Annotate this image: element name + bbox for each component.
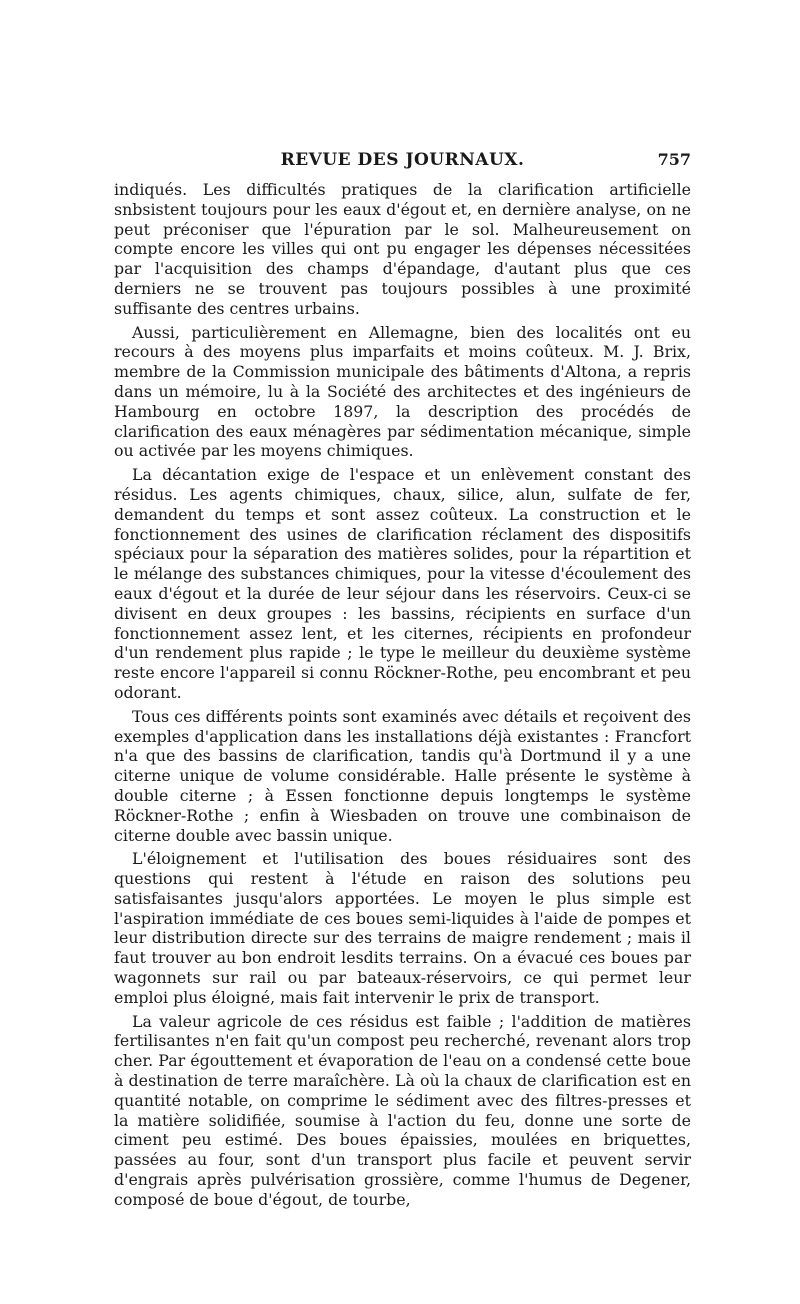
running-head xyxy=(114,150,691,174)
paragraph: indiqués. Les difficultés pratiques de la clarification artificielle snbsistent toujours pour les eaux d'égout et, en dernière analyse, on ne peut préconiser que l'épuration par le sol. Malheureusement on compte encore les villes qui ont pu engager les dépenses nécessitées par l'acquisition des champs d'épandage, d'autant plus que ces derniers ne se trouvent pas toujours possibles à une proximité suffisante des centres urbains. xyxy=(114,180,691,318)
paragraph: La valeur agricole de ces résidus est faible ; l'addition de matières fertilisantes n'en fait qu'un compost peu recherché, revenant alors trop cher. Par égouttement et évaporation de l'eau on a condensé cette boue à destination de terre maraîchère. Là où la chaux de clarification est en quantité notable, on comprime le sédiment avec des filtres-presses et la matière solidifiée, soumise à l'action du feu, donne une sorte de ciment peu estimé. Des boues épaissies, moulées en briquettes, passées au four, sont d'un transport plus facile et peuvent servir d'engrais après pulvérisation grossière, comme l'humus de Degener, composé de boue d'égout, de tourbe, xyxy=(114,1011,691,1209)
paragraph: L'éloignement et l'utilisation des boues résiduaires sont des questions qui restent à l'étude en raison des solutions peu satisfaisantes jusqu'alors apportées. Le moyen le plus simple est l'aspiration immédiate de ces boues semi-liquides à l'aide de pompes et leur distribution directe sur des terrains de maigre rendement ; mais il faut trouver au bon endroit lesdits terrains. On a évacué ces boues par wagonnets sur rail ou par bateaux-réservoirs, ce qui permet leur emploi plus éloigné, mais fait intervenir le prix de transport. xyxy=(114,849,691,1007)
paragraph: Tous ces différents points sont examinés avec détails et reçoivent des exemples d'application dans les installations déjà existantes : Francfort n'a que des bassins de clarification, tandis qu'à Dortmund il y a une citerne unique de volume considérable. Halle présente le système à double citerne ; à Essen fonctionne depuis longtemps le système Röckner-Rothe ; enfin à Wiesbaden on trouve une combinaison de citerne double avec bassin unique. xyxy=(114,706,691,845)
running-title: REVUE DES JOURNAUX. xyxy=(280,150,525,170)
body-text xyxy=(114,180,691,1214)
paragraph: Aussi, particulièrement en Allemagne, bien des localités ont eu recours à des moyens plus imparfaits et moins coûteux. M. J. Brix, membre de la Commission municipale des bâtiments d'Altona, a repris dans un mémoire, lu à la Société des architectes et des ingénieurs de Hambourg en octobre 1897, la description des procédés de clarification des eaux ménagères par sédimentation mécanique, simple ou activée par les moyens chimiques. xyxy=(114,322,691,461)
page-number: 757 xyxy=(657,150,691,169)
paragraph: La décantation exige de l'espace et un enlèvement constant des résidus. Les agents chimiques, chaux, silice, alun, sulfate de fer, demandent du temps et sont assez coûteux. La construction et le fonctionnement des usines de clarification réclament des dispositifs spéciaux pour la séparation des matières solides, pour la répartition et le mélange des substances chimiques, pour la vitesse d'écoulement des eaux d'égout et la durée de leur séjour dans les réservoirs. Ceux-ci se divisent en deux groupes : les bassins, récipients en surface d'un fonctionnement assez lent, et les citernes, récipients en profondeur d'un rendement plus rapide ; le type le meilleur du deuxième système reste encore l'appareil si connu Röckner-Rothe, peu encombrant et peu odorant. xyxy=(114,465,691,702)
